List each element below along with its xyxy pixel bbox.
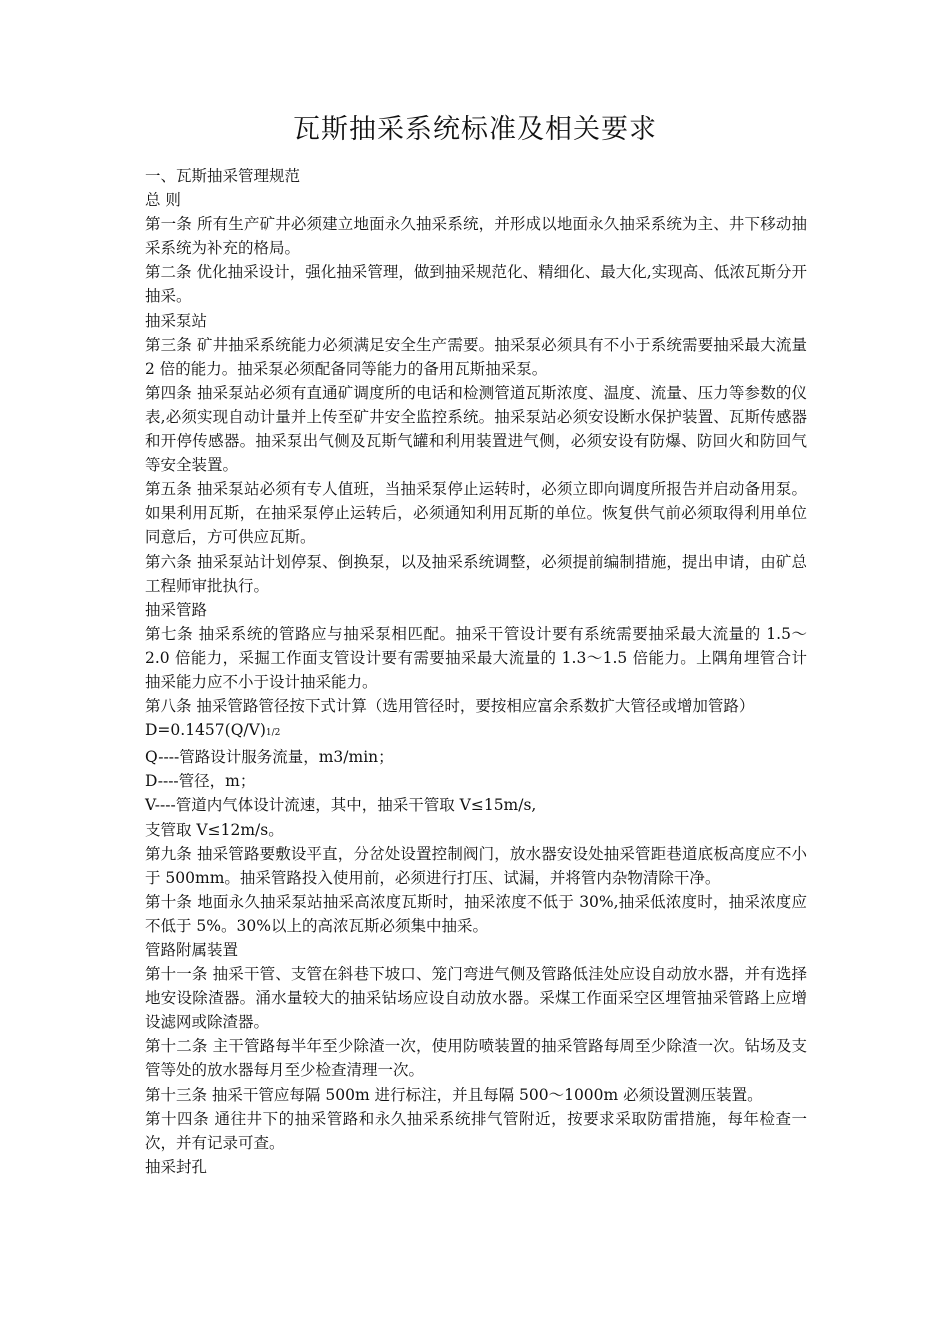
article-13: 第十三条 抽采干管应每隔 500m 进行标注，并且每隔 500～1000m 必须设置测压装置。 (145, 1085, 763, 1104)
definition-q: Q----管路设计服务流量，m3/min； (145, 748, 394, 767)
article-1: 第一条 所有生产矿井必须建立地面永久抽采系统，并形成以地面永久抽采系统为主、井下移动抽采系统为补充的格局。 (145, 215, 807, 258)
subsection-heading: 抽采泵站 (145, 311, 208, 330)
document-title: 瓦斯抽采系统标准及相关要求 (293, 114, 657, 145)
formula-exponent: 1/2 (265, 728, 281, 739)
subsection-heading: 抽采封孔 (145, 1157, 208, 1176)
article-14: 第十四条 通往井下的抽采管路和永久抽采系统排气管附近，按要求采取防雷措施，每年检查一次，并有记录可查。 (145, 1109, 807, 1152)
formula (145, 718, 807, 745)
document-body (145, 164, 807, 1179)
definition-v-branch: 支管取 V≤12m/s。 (145, 820, 284, 839)
article-9: 第九条 抽采管路要敷设平直，分岔处设置控制阀门，放水器安设处抽采管距巷道底板高度应不小于 500mm。抽采管路投入使用前，必须进行打压、试漏，并将管内杂物清除干净。 (145, 844, 807, 887)
subsection-heading: 管路附属装置 (145, 941, 239, 959)
definition-d: D----管径，m； (145, 772, 256, 791)
article-4: 第四条 抽采泵站必须有直通矿调度所的电话和检测管道瓦斯浓度、温度、流量、压力等参数的仪表,必须实现自动计量并上传至矿井安全监控系统。抽采泵站必须安设断水保护装置、瓦斯传感器和开停传感器。抽采泵出气侧及瓦斯气罐和利用装置进气侧，必须安设有防爆、防回火和防回气等安全装置。 (145, 383, 807, 475)
article-7: 第七条 抽采系统的管路应与抽采泵相匹配。抽采干管设计要有系统需要抽采最大流量的 1.5～2.0 倍能力，采掘工作面支管设计要有需要抽采最大流量的 1.3～1.5 倍能力。上隅角埋管合计抽采能力应不小于设计抽采能力。 (145, 624, 807, 691)
subsection-heading: 总 则 (145, 191, 181, 210)
subsection-heading: 抽采管路 (145, 600, 208, 619)
formula-base: D=0.1457(Q/V) (145, 721, 266, 740)
article-5: 第五条 抽采泵站必须有专人值班，当抽采泵停止运转时，必须立即向调度所报告并启动备用泵。如果利用瓦斯，在抽采泵停止运转后，必须通知利用瓦斯的单位。恢复供气前必须取得利用单位同意后，方可供应瓦斯。 (145, 480, 807, 547)
article-10: 第十条 地面永久抽采泵站抽采高浓度瓦斯时，抽采浓度不低于 30%,抽采低浓度时，抽采浓度应不低于 5%。30%以上的高浓瓦斯必须集中抽采。 (145, 892, 807, 935)
article-11: 第十一条 抽采干管、支管在斜巷下坡口、笼门弯进气侧及管路低洼处应设自动放水器，并有选择地安设除渣器。涌水量较大的抽采钻场应设自动放水器。采煤工作面采空区埋管抽采管路上应增设滤网或除渣器。 (145, 965, 807, 1032)
article-6: 第六条 抽采泵站计划停泵、倒换泵，以及抽采系统调整，必须提前编制措施，提出申请，由矿总工程师审批执行。 (145, 552, 807, 595)
article-12: 第十二条 主干管路每半年至少除渣一次，使用防喷装置的抽采管路每周至少除渣一次。钻场及支管等处的放水器每月至少检查清理一次。 (145, 1037, 807, 1080)
article-2: 第二条 优化抽采设计，强化抽采管理，做到抽采规范化、精细化、最大化,实现高、低浓瓦斯分开抽采。 (145, 263, 807, 306)
article-8: 第八条 抽采管路管径按下式计算（选用管径时，要按相应富余系数扩大管径或增加管路） (145, 697, 755, 716)
definition-v: V----管道内气体设计流速，其中，抽采干管取 V≤15m/s, (145, 796, 537, 815)
section-heading: 一、瓦斯抽采管理规范 (145, 167, 301, 185)
article-3: 第三条 矿井抽采系统能力必须满足安全生产需要。抽采泵必须具有不小于系统需要抽采最大流量 2 倍的能力。抽采泵必须配备同等能力的备用瓦斯抽采泵。 (145, 335, 807, 378)
